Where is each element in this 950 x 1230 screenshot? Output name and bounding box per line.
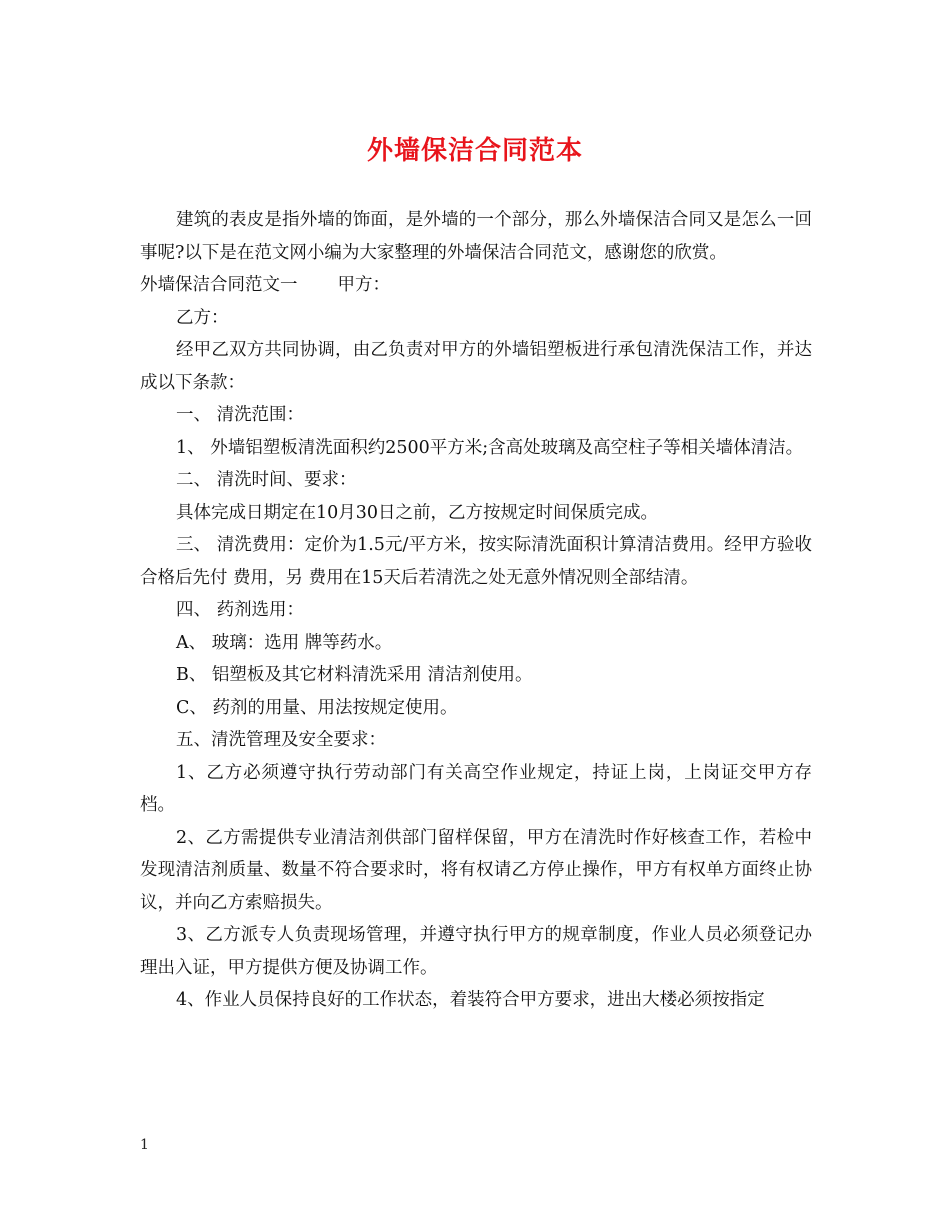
clause-2-heading: 二、 清洗时间、要求： <box>176 470 357 490</box>
page-number: 1 <box>140 1137 149 1153</box>
party-a-label: 甲方： <box>337 275 390 295</box>
clause-2-body: 具体完成日期定在10月30日之前，乙方按规定时间保质完成。 <box>176 502 659 523</box>
clause-1-heading: 一、 清洗范围： <box>176 405 305 425</box>
clause-5-item-3: 3、乙方派专人负责现场管理，并遵守执行甲方的规章制度，作业人员必须登记办理出入证，甲方提供方便及协调工作。 <box>140 925 812 978</box>
clause-4-heading: 四、 药剂选用： <box>176 600 305 620</box>
clause-4-item-c: C、 药剂的用量、用法按规定使用。 <box>176 697 458 718</box>
document-body <box>140 204 812 1017</box>
document-title: 外墙保洁合同范本 <box>366 136 583 166</box>
clause-5-heading: 五、清洗管理及安全要求： <box>176 730 386 750</box>
clause-5-item-2: 2、乙方需提供专业清洁剂供部门留样保留，甲方在清洗时作好核查工作，若检中发现清洁剂质量、数量不符合要求时，将有权请乙方停止操作，甲方有权单方面终止协议，并向乙方索赔损失。 <box>140 827 812 913</box>
preamble-paragraph: 经甲乙双方共同协调，由乙负责对甲方的外墙铝塑板进行承包清洗保洁工作，并达成以下条款： <box>140 340 812 393</box>
intro-paragraph: 建筑的表皮是指外墙的饰面，是外墙的一个部分，那么外墙保洁合同又是怎么一回事呢?以下是在范文网小编为大家整理的外墙保洁合同范文，感谢您的欣赏。 <box>140 210 812 263</box>
clause-4-item-b: B、 铝塑板及其它材料清洗采用 清洁剂使用。 <box>176 665 533 685</box>
clause-4-item-a: A、 玻璃：选用 牌等药水。 <box>176 632 393 653</box>
party-b-label: 乙方： <box>176 307 229 328</box>
clause-5-item-4: 4、作业人员保持良好的工作状态，着装符合甲方要求，进出大楼必须按指定 <box>176 990 765 1010</box>
section-label: 外墙保洁合同范文一 <box>140 275 298 295</box>
clause-5-item-1: 1、乙方必须遵守执行劳动部门有关高空作业规定，持证上岗，上岗证交甲方存档。 <box>140 762 812 815</box>
section-line <box>140 269 812 302</box>
clause-3-paragraph: 三、 清洗费用：定价为1.5元/平方米，按实际清洗面积计算清洁费用。经甲方验收合格后先付 费用，另 费用在15天后若清洗之处无意外情况则全部结清。 <box>140 535 812 588</box>
clause-1-item-1: 1、 外墙铝塑板清洗面积约2500平方米;含高处玻璃及高空柱子等相关墙体清洁。 <box>176 437 804 458</box>
